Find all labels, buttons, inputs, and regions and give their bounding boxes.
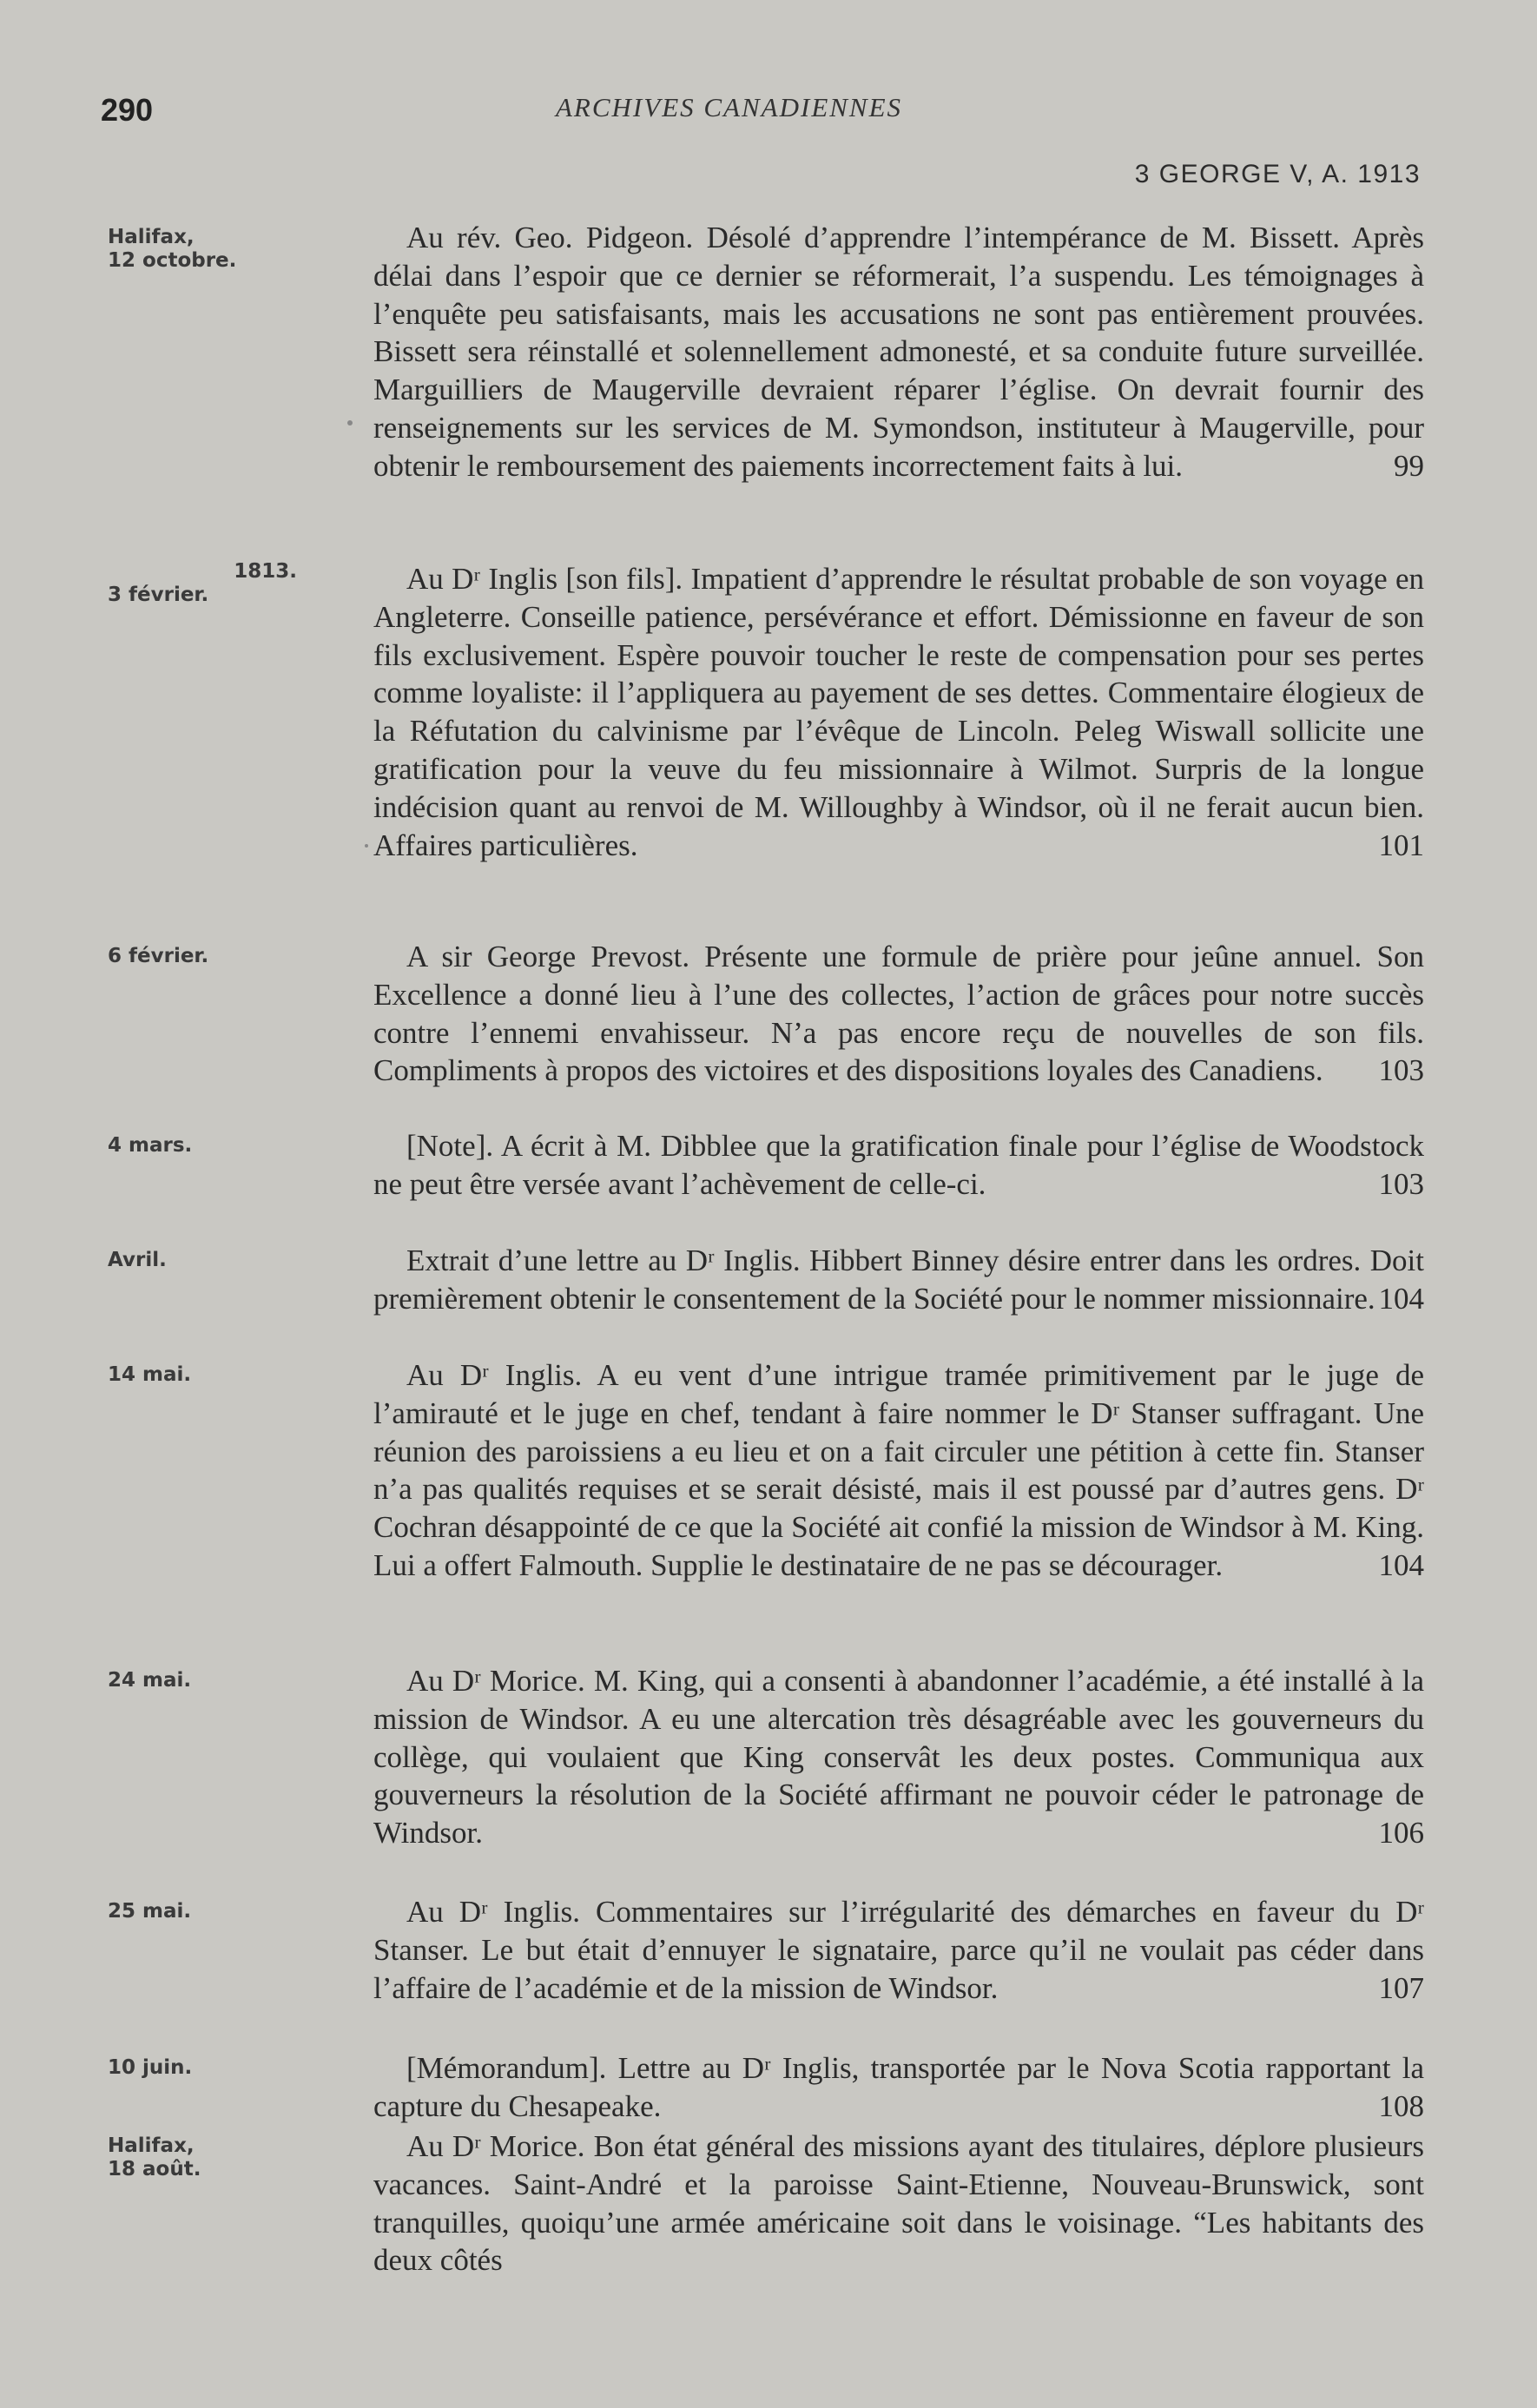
entry-ref: 108 [1378,2088,1424,2123]
entry-date [108,1134,290,1158]
entry-text: Au Dʳ Morice. M. King, qui a consenti à abandonner l’académie, a été installé à la mission de Windsor. A eu une altercation très désagréable avec les gouverneurs du collège, qui voulaient que King conservât les deux postes. Communiqua aux gouverneurs la résolution de la Société affirmant ne pouvoir céder le patronage de Windsor. 106 [373,1662,1424,1852]
entry-text: Au Dʳ Morice. Bon état général des missions ayant des titulaires, déplore plusieurs vacances. Saint-André et la paroisse Saint-Etienne, Nouveau-Brunswick, sont tranquilles, quoiqu’une armée américaine soit dans le voisinage. “Les habitants des deux côtés [373,2129,1424,2278]
entry-day: 18 août. [108,2158,201,2180]
entry-date [108,1363,290,1387]
entry-place: Halifax, [108,226,195,248]
entry-day: 12 octobre. [108,249,237,272]
entry-day: 4 mars. [108,1134,193,1157]
speck-mark [347,420,353,426]
entry-text: Extrait d’une lettre au Dʳ Inglis. Hibbert Binney désire entrer dans les ordres. Doit premièrement obtenir le consentement de la Société pour le nommer missionnaire. 104 [373,1242,1424,1318]
entry-ref: 99 [1394,448,1424,483]
entry-date [108,945,290,968]
entry-day: 14 mai. [108,1363,192,1386]
entry-date [108,560,297,607]
entry-date [108,1669,290,1692]
entry-date [108,226,290,273]
session-label: 3 GEORGE V, A. 1913 [1134,160,1421,188]
entry-date [108,2056,290,2080]
entry-ref: 106 [1378,1816,1424,1851]
running-head: ARCHIVES CANADIENNES [556,92,903,122]
entry-ref: 103 [1378,1166,1424,1201]
entry-day: 6 février. [108,945,209,967]
entry-day: 25 mai. [108,1900,192,1923]
entry-date [108,1249,290,1272]
entry-text: Au Dʳ Inglis. A eu vent d’une intrigue tramée primitivement par le juge de l’amirauté et le juge en chef, tendant à faire nommer le Dʳ Stanser suffragant. Une réunion des paroissiens a eu lieu et on a fait circuler une pétition à cette fin. Stanser n’a pas qualités requises et se serait désisté, mais il est poussé par d’autres gens. Dʳ Cochran désappointé de ce que la Société ait confié la mission de Windsor à M. King. Lui a offert Falmouth. Supplie le destinataire de ne pas se décourager. 104 [373,1356,1424,1585]
entry-ref: 107 [1378,1970,1424,2005]
entry-date [108,2134,290,2181]
entry-day: Avril. [108,1249,167,1271]
entry-day: 3 février. [108,584,209,606]
entry-text: Au rév. Geo. Pidgeon. Désolé d’apprendre l’intempérance de M. Bissett. Après délai dans l’espoir que ce dernier se réformerait, l’a suspendu. Les témoignages à l’enquête peu satisfaisants, mais les accusations ne sont pas entièrement prouvées. Bissett sera réinstallé et solennellement admonesté, et sa conduite future surveillée. Marguilliers de Maugerville devraient réparer l’église. On devrait fournir des renseignements sur les services de M. Symondson, instituteur à Maugerville, pour obtenir le remboursement des paiements incorrectement faits à lui. 99 [373,219,1424,485]
entry-day: 24 mai. [108,1669,192,1692]
entry-place: Halifax, [108,2134,195,2157]
speck-mark [365,844,368,848]
entry-text: [Note]. A écrit à M. Dibblee que la gratification finale pour l’église de Woodstock ne peut être versée avant l’achèvement de celle-ci. 103 [373,1127,1424,1204]
page-number: 290 [101,92,154,128]
entry-ref: 101 [1378,828,1424,862]
entry-ref: 103 [1378,1053,1424,1088]
entry-text: A sir George Prevost. Présente une formule de prière pour jeûne annuel. Son Excellence a donné lieu à l’une des collectes, l’action de grâces pour notre succès contre l’ennemi envahisseur. N’a pas encore reçu de nouvelles de son fils. Compliments à propos des victoires et des dispositions loyales des Canadiens. 103 [373,938,1424,1090]
entry-date [108,1900,290,1923]
entry-day: 10 juin. [108,2056,193,2079]
entry-text: Au Dʳ Inglis. Commentaires sur l’irrégularité des démarches en faveur du Dʳ Stanser. Le but était d’ennuyer le signataire, parce qu’il ne voulait pas céder dans l’affaire de l’académie et de la mission de Windsor. 107 [373,1893,1424,2007]
entry-ref: 104 [1378,1281,1424,1316]
entry-text: [Mémorandum]. Lettre au Dʳ Inglis, transportée par le Nova Scotia rapportant la capture du Chesapeake. 108 [373,2049,1424,2126]
entry-ref: 104 [1378,1547,1424,1582]
entry-text: Au Dʳ Inglis [son fils]. Impatient d’apprendre le résultat probable de son voyage en Angleterre. Conseille patience, persévérance et effort. Démissionne en faveur de son fils exclusivement. Espère pouvoir toucher le reste de compensation pour ses pertes comme loyaliste: il l’appliquera au payement de ses dettes. Commentaire élogieux de la Réfutation du calvinisme par l’évêque de Lincoln. Peleg Wiswall sollicite une gratification pour la veuve du feu missionnaire à Wilmot. Surpris de la longue indécision quant au renvoi de M. Willoughby à Windsor, où il ne ferait aucun bien. Affaires particulières. 101 [373,560,1424,864]
entry-year: 1813. [234,560,297,583]
